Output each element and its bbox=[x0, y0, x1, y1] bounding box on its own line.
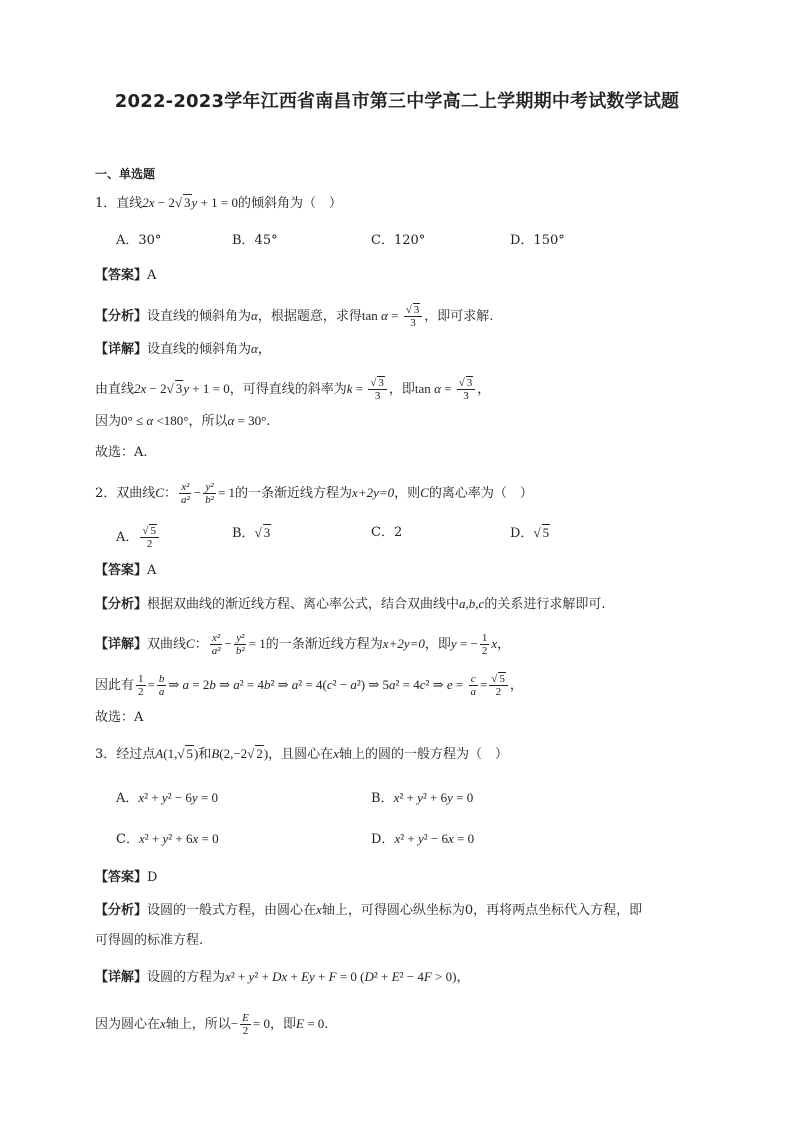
q3-option-a[interactable]: A．x² + y² − 6y = 0 bbox=[116, 790, 219, 806]
q2-stem: 2．双曲线C： $\frac{\text{x²}}{\text{a²}}$ − $\frac{\text{y²}}{\text{b²}}$ = 1的一条渐近线方程为x+2y=0，则C的离心率为（ ） bbox=[95, 481, 533, 506]
q1-choice: 故选：A. bbox=[95, 445, 148, 460]
page-title: 2022-2023学年江西省南昌市第三中学高二上学期期中考试数学试题 bbox=[114, 91, 680, 112]
q1-option-a[interactable]: A．30° bbox=[116, 233, 162, 248]
q3-option-b[interactable]: B．x² + y² + 6y = 0 bbox=[371, 790, 474, 806]
q1-stem: 1．直线2x − 2√ 3y + 1 = 0的倾斜角为（ ） bbox=[95, 195, 343, 211]
q3-detail-line2: 因为圆心在x轴上，所以− $\frac{E}{2}$ = 0，即E = 0. bbox=[95, 1012, 329, 1037]
q1-option-b[interactable]: B．45° bbox=[232, 233, 278, 248]
q1-analysis: 【分析】设直线的倾斜角为α，根据题意，求得tan α = $\frac{√ 3}{3}$ ，即可求解. bbox=[95, 304, 494, 329]
q2-option-c[interactable]: C．2 bbox=[371, 525, 403, 540]
q3-detail: 【详解】设圆的方程为x² + y² + Dx + Ey + F = 0 (D² + E² − 4F > 0)， bbox=[95, 969, 470, 985]
q2-choice: 故选：A bbox=[95, 710, 144, 725]
q3-option-c[interactable]: C．x² + y² + 6x = 0 bbox=[116, 831, 219, 847]
q3-answer: 【答案】D bbox=[95, 870, 158, 885]
q1-answer: 【答案】A bbox=[95, 268, 157, 283]
q2-detail-line2: 因此有 $\frac{1}{2}$ = $\frac{b}{a}$ ⇒ a = 2b ⇒ a² = 4b² ⇒ a² = 4(c² − a²) ⇒ 5a² = 4c² ⇒ e = $\frac{c}{a}$ = $\frac{√ 5}{2}$ ， bbox=[95, 673, 523, 698]
q3-stem: 3．经过点A(1,√ 5)和B(2,−2√ 2)，且圆心在x轴上的圆的一般方程为（ ） bbox=[95, 746, 508, 762]
q1-option-c[interactable]: C．120° bbox=[371, 233, 426, 248]
q1-detail-line2: 由直线2x − 2√ 3y + 1 = 0，可得直线的斜率为k = $\frac{√ 3}{3}$ ，即tan α = $\frac{√ 3}{3}$ ， bbox=[95, 377, 491, 402]
q2-option-b[interactable]: B．√ 3 bbox=[232, 525, 271, 541]
q3-option-d[interactable]: D．x² + y² − 6x = 0 bbox=[371, 831, 475, 847]
section-heading: 一、单选题 bbox=[95, 167, 156, 181]
q2-detail: 【详解】双曲线C： $\frac{\text{x²}}{\text{a²}}$ − $\frac{\text{y²}}{\text{b²}}$ = 1的一条渐近线方程为x+2y=0，即y = − $\frac{1}{2}$ x， bbox=[95, 632, 511, 657]
q2-answer: 【答案】A bbox=[95, 563, 157, 578]
q3-analysis: 【分析】设圆的一般式方程，由圆心在x轴上，可得圆心纵坐标为0，再将两点坐标代入方程，即 bbox=[95, 902, 643, 918]
q2-option-d[interactable]: D．√ 5 bbox=[510, 525, 550, 541]
q2-analysis: 【分析】根据双曲线的渐近线方程、离心率公式，结合双曲线中a,b,c的关系进行求解即可. bbox=[95, 596, 606, 612]
q1-detail: 【详解】设直线的倾斜角为α， bbox=[95, 341, 271, 357]
q1-detail-line3: 因为0° ≤ α <180°，所以α = 30°. bbox=[95, 413, 271, 429]
q3-analysis-line2: 可得圆的标准方程. bbox=[95, 933, 204, 948]
q2-option-a[interactable]: A． $\frac{√ 5}{2}$ bbox=[116, 525, 161, 550]
q1-option-d[interactable]: D．150° bbox=[510, 233, 565, 248]
